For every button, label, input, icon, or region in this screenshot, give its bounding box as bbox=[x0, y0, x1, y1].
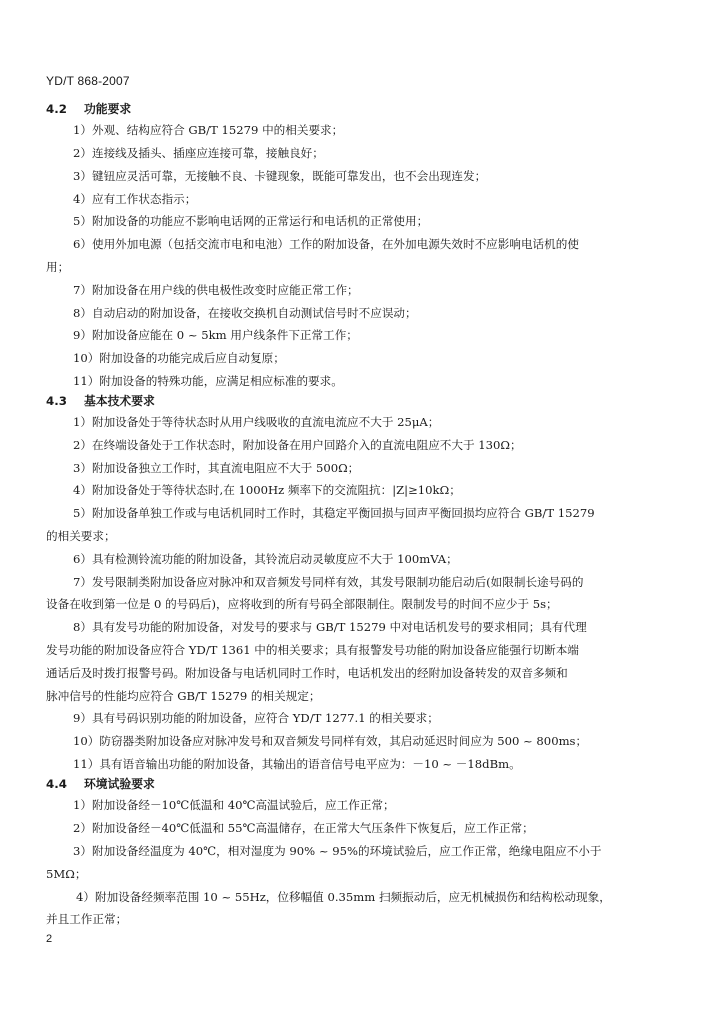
section-heading-4-3 bbox=[46, 393, 155, 409]
list-item: 6）使用外加电源（包括交流市电和电池）工作的附加设备，在外加电源失效时不应影响电话机的使 bbox=[73, 237, 579, 251]
section-title: 基本技术要求 bbox=[84, 394, 155, 408]
list-item: 8）自动启动的附加设备，在接收交换机自动测试信号时不应误动； bbox=[73, 306, 417, 320]
list-item: 1）外观、结构应符合 GB/T 15279 中的相关要求； bbox=[73, 123, 344, 137]
section-number: 4.4 bbox=[46, 777, 67, 791]
list-item: 10）附加设备的功能完成后应自动复原； bbox=[73, 351, 285, 365]
section-number: 4.2 bbox=[46, 102, 67, 116]
list-item: 9）附加设备应能在 0 ~ 5km 用户线条件下正常工作； bbox=[73, 328, 358, 342]
list-item: 10）防窃器类附加设备应对脉冲发号和双音频发号同样有效，其启动延迟时间应为 500 ~ 800ms； bbox=[73, 734, 588, 748]
list-item-continuation: 通话后及时拨打报警号码。附加设备与电话机同时工作时，电话机发出的经附加设备转发的双音多频和 bbox=[46, 666, 568, 680]
list-item-continuation: 5MΩ； bbox=[46, 867, 87, 881]
list-item: 7）附加设备在用户线的供电极性改变时应能正常工作； bbox=[73, 283, 359, 297]
list-item: 4）附加设备处于等待状态时,在 1000Hz 频率下的交流阻抗：|Z|≥10kΩ； bbox=[73, 483, 461, 497]
list-item: 2）附加设备经－40℃低温和 55℃高温储存，在正常大气压条件下恢复后，应工作正常； bbox=[73, 821, 534, 835]
list-item: 5）附加设备单独工作或与电话机同时工作时，其稳定平衡回损与回声平衡回损均应符合 GB/T 15279 bbox=[73, 506, 595, 520]
list-item-continuation: 并且工作正常； bbox=[46, 912, 128, 926]
list-item: 9）具有号码识别功能的附加设备，应符合 YD/T 1277.1 的相关要求； bbox=[73, 711, 439, 725]
document-code-header: YD/T 868-2007 bbox=[46, 74, 130, 88]
list-item: 3）附加设备独立工作时，其直流电阻应不大于 500Ω； bbox=[73, 461, 360, 475]
page-number: 2 bbox=[46, 933, 53, 945]
list-item: 11）具有语音输出功能的附加设备，其输出的语音信号电平应为：－10 ~ －18dBm。 bbox=[73, 757, 521, 771]
list-item: 11）附加设备的特殊功能，应满足相应标准的要求。 bbox=[73, 374, 343, 388]
list-item: 1）附加设备经－10℃低温和 40℃高温试验后，应工作正常； bbox=[73, 798, 395, 812]
list-item: 5）附加设备的功能应不影响电话网的正常运行和电话机的正常使用； bbox=[73, 214, 429, 228]
section-title: 环境试验要求 bbox=[84, 777, 155, 791]
section-number: 4.3 bbox=[46, 394, 67, 408]
list-item-continuation: 用； bbox=[46, 260, 70, 274]
list-item: 3）键钮应灵活可靠，无接触不良、卡键现象，既能可靠发出，也不会出现连发； bbox=[73, 169, 487, 183]
list-item: 6）具有检测铃流功能的附加设备，其铃流启动灵敏度应不大于 100mVA； bbox=[73, 552, 458, 566]
list-item: 4）应有工作状态指示； bbox=[73, 192, 197, 206]
section-heading-4-4 bbox=[46, 776, 155, 792]
list-item: 4）附加设备经频率范围 10 ~ 55Hz，位移幅值 0.35mm 扫频振动后，应无机械损伤和结构松动现象， bbox=[76, 890, 611, 904]
list-item: 3）附加设备经温度为 40℃，相对湿度为 90% ~ 95%的环境试验后，应工作正常，绝缘电阻应不小于 bbox=[73, 844, 602, 858]
list-item: 7）发号限制类附加设备应对脉冲和双音频发号同样有效，其发号限制功能启动后(如限制长途号码的 bbox=[73, 575, 584, 589]
list-item: 1）附加设备处于等待状态时从用户线吸收的直流电流应不大于 25μA； bbox=[73, 415, 440, 429]
section-heading-4-2 bbox=[46, 101, 131, 117]
list-item: 2）连接线及插头、插座应连接可靠，接触良好； bbox=[73, 146, 324, 160]
list-item: 8）具有发号功能的附加设备，对发号的要求与 GB/T 15279 中对电话机发号的要求相同；具有代理 bbox=[73, 620, 587, 634]
list-item-continuation: 设备在收到第一位是 0 的号码后)，应将收到的所有号码全部限制住。限制发号的时间不应少于 5s； bbox=[46, 597, 558, 611]
section-title: 功能要求 bbox=[84, 102, 132, 116]
list-item-continuation: 的相关要求； bbox=[46, 529, 116, 543]
list-item: 2）在终端设备处于工作状态时，附加设备在用户回路介入的直流电阻应不大于 130Ω； bbox=[73, 438, 522, 452]
list-item-continuation: 发号功能的附加设备应符合 YD/T 1361 中的相关要求；具有报警发号功能的附加设备应能强行切断本端 bbox=[46, 643, 579, 657]
list-item-continuation: 脉冲信号的性能均应符合 GB/T 15279 的相关规定； bbox=[46, 689, 321, 703]
